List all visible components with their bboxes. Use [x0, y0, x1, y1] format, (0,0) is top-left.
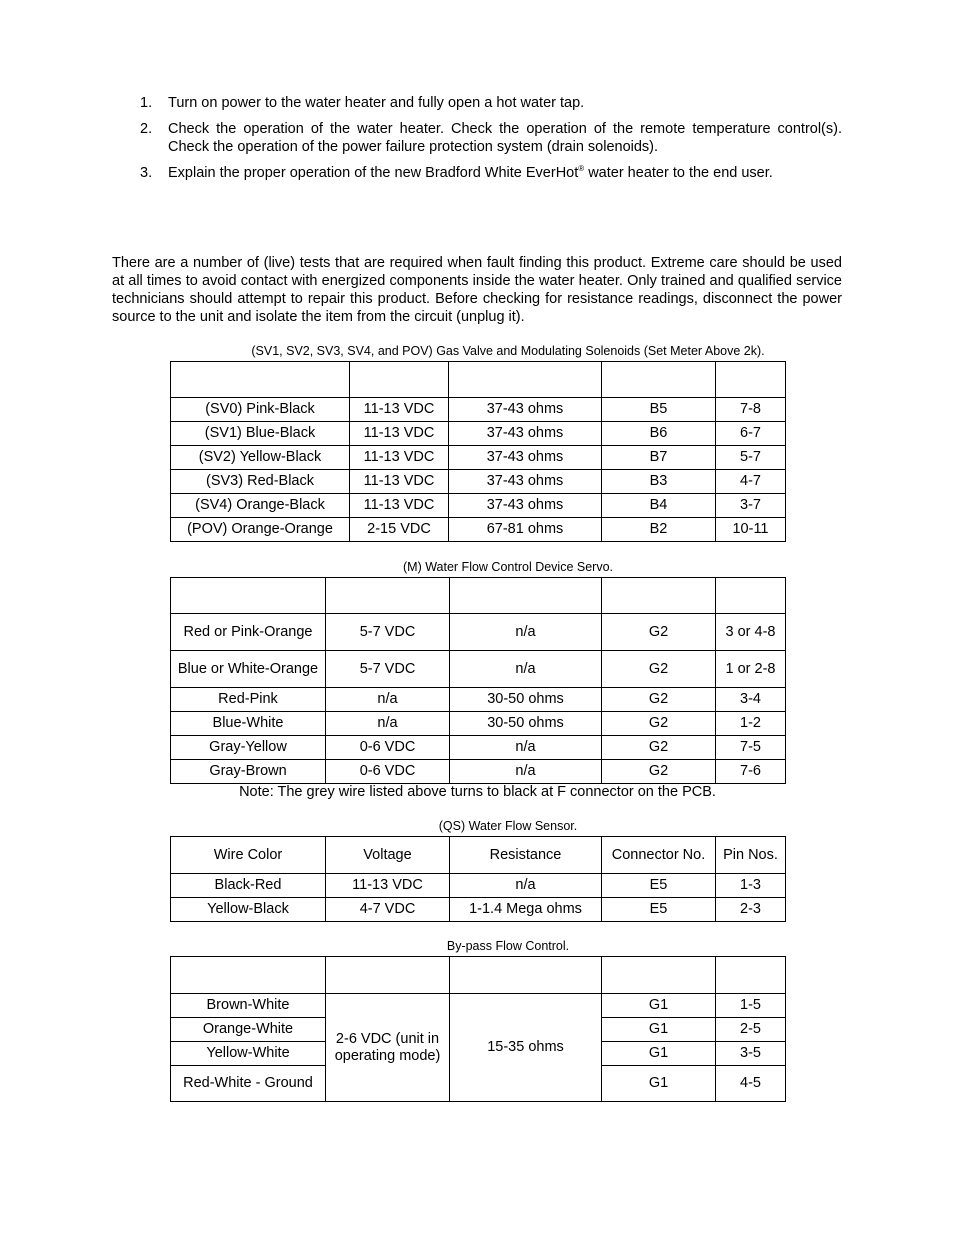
table-cell: Yellow-White [171, 1042, 326, 1066]
table3 [170, 836, 786, 922]
table-cell: B2 [602, 518, 716, 542]
table-cell: G2 [602, 614, 716, 651]
table-cell: 37-43 ohms [449, 470, 602, 494]
table-cell: Brown-White [171, 994, 326, 1018]
table4-caption: By-pass Flow Control. [446, 939, 570, 953]
step-item [112, 164, 842, 182]
table1-header-cell [350, 362, 449, 398]
table-cell: G1 [602, 1018, 716, 1042]
table-cell: (SV4) Orange-Black [171, 494, 350, 518]
table-cell: 2-5 [716, 1018, 786, 1042]
step-text: Check the operation of the water heater. Check the operation of the remote temperature control(s). Check the operation of the power failure protection system (drain solenoids). [168, 121, 842, 155]
table-cell: 37-43 ohms [449, 398, 602, 422]
merged-voltage-cell: 2-6 VDC (unit in operating mode) [326, 994, 450, 1102]
table-cell: n/a [450, 614, 602, 651]
table-cell: n/a [326, 688, 450, 712]
table-cell: 5-7 VDC [326, 651, 450, 688]
table-cell: 0-6 VDC [326, 760, 450, 784]
table-cell: G2 [602, 736, 716, 760]
table1-header-cell [449, 362, 602, 398]
table-row [171, 422, 786, 446]
table-row [171, 688, 786, 712]
table-cell: 37-43 ohms [449, 422, 602, 446]
table-cell: (SV0) Pink-Black [171, 398, 350, 422]
table4-header-cell [171, 957, 326, 994]
table-cell: 30-50 ohms [450, 688, 602, 712]
table2-header-row [171, 578, 786, 614]
table-cell: Blue or White-Orange [171, 651, 326, 688]
table-row [171, 614, 786, 651]
table-cell: Red-Pink [171, 688, 326, 712]
table-row [171, 470, 786, 494]
table2 [170, 577, 786, 784]
table4-header-cell [326, 957, 450, 994]
step-number: 1. [140, 95, 153, 111]
table-cell: Red or Pink-Orange [171, 614, 326, 651]
table-cell: 3 or 4-8 [716, 614, 786, 651]
table2-caption: (M) Water Flow Control Device Servo. [403, 560, 613, 574]
table-row [171, 760, 786, 784]
table1-header-cell [602, 362, 716, 398]
table-cell: 1-3 [716, 874, 786, 898]
table-row [171, 398, 786, 422]
table-cell: n/a [450, 874, 602, 898]
table-row [171, 898, 786, 922]
table-cell: G2 [602, 688, 716, 712]
table2-header-cell [326, 578, 450, 614]
table-cell: 11-13 VDC [350, 470, 449, 494]
table-cell: B5 [602, 398, 716, 422]
table-cell: (SV3) Red-Black [171, 470, 350, 494]
table-cell: B7 [602, 446, 716, 470]
table-cell: 30-50 ohms [450, 712, 602, 736]
table-cell: B3 [602, 470, 716, 494]
table2-header-cell [171, 578, 326, 614]
table-cell: (SV2) Yellow-Black [171, 446, 350, 470]
table-cell: 2-15 VDC [350, 518, 449, 542]
table-cell: Yellow-Black [171, 898, 326, 922]
step-item [112, 120, 842, 156]
registered-mark: ® [578, 164, 585, 173]
table-cell: Red-White - Ground [171, 1066, 326, 1102]
table-row [171, 494, 786, 518]
table-cell: 10-11 [716, 518, 786, 542]
table-row [171, 736, 786, 760]
table4-header-row [171, 957, 786, 994]
table-cell: 4-7 VDC [326, 898, 450, 922]
table-cell: 11-13 VDC [326, 874, 450, 898]
table-row [171, 446, 786, 470]
table-row [171, 518, 786, 542]
table4-header-cell [716, 957, 786, 994]
table1-caption: (SV1, SV2, SV3, SV4, and POV) Gas Valve and Modulating Solenoids (Set Meter Above 2k). [251, 344, 765, 358]
column-header-voltage: Voltage [326, 837, 450, 874]
table4 [170, 956, 786, 1102]
table-cell: (POV) Orange-Orange [171, 518, 350, 542]
table-cell: 4-7 [716, 470, 786, 494]
table-cell: 37-43 ohms [449, 446, 602, 470]
column-header-pins: Pin Nos. [716, 837, 786, 874]
table-cell: Blue-White [171, 712, 326, 736]
table-cell: n/a [326, 712, 450, 736]
step-item [112, 94, 842, 112]
table-cell: 1-5 [716, 994, 786, 1018]
table-cell: n/a [450, 651, 602, 688]
table-cell: G1 [602, 1042, 716, 1066]
step-text-tail: water heater to the end user. [584, 165, 773, 181]
table-cell: 6-7 [716, 422, 786, 446]
table-cell: 1-1.4 Mega ohms [450, 898, 602, 922]
table3-header-row [171, 837, 786, 874]
table-cell: 67-81 ohms [449, 518, 602, 542]
table-cell: (SV1) Blue-Black [171, 422, 350, 446]
step-text: Turn on power to the water heater and fully open a hot water tap. [168, 95, 585, 111]
table1-header-cell [171, 362, 350, 398]
table-row [171, 651, 786, 688]
table-cell: Black-Red [171, 874, 326, 898]
column-header-connector: Connector No. [602, 837, 716, 874]
table4-header-cell [602, 957, 716, 994]
merged-resistance-cell: 15-35 ohms [450, 994, 602, 1102]
table-row [171, 712, 786, 736]
table-cell: 7-8 [716, 398, 786, 422]
table2-header-cell [450, 578, 602, 614]
column-header-wire-color: Wire Color [171, 837, 326, 874]
table-cell: 11-13 VDC [350, 446, 449, 470]
table-cell: 37-43 ohms [449, 494, 602, 518]
table-cell: 1-2 [716, 712, 786, 736]
step-number: 2. [140, 121, 153, 137]
table-cell: 3-7 [716, 494, 786, 518]
table-cell: n/a [450, 736, 602, 760]
table-cell: 0-6 VDC [326, 736, 450, 760]
step-number: 3. [140, 165, 153, 181]
table-cell: 11-13 VDC [350, 494, 449, 518]
instruction-steps [112, 94, 842, 182]
table2-header-cell [716, 578, 786, 614]
table3-caption: (QS) Water Flow Sensor. [438, 819, 578, 833]
table-cell: 11-13 VDC [350, 422, 449, 446]
table-cell: G2 [602, 651, 716, 688]
table-cell: E5 [602, 898, 716, 922]
table-cell: E5 [602, 874, 716, 898]
table-cell: G1 [602, 994, 716, 1018]
table-cell: 3-4 [716, 688, 786, 712]
table2-note: Note: The grey wire listed above turns to black at F connector on the PCB. [239, 784, 716, 800]
table-cell: 7-5 [716, 736, 786, 760]
table-cell: Gray-Yellow [171, 736, 326, 760]
table-cell: G2 [602, 712, 716, 736]
table-cell: G1 [602, 1066, 716, 1102]
table-row [171, 874, 786, 898]
table-cell: G2 [602, 760, 716, 784]
table-row [171, 994, 786, 1018]
step-text: Explain the proper operation of the new Bradford White EverHot [168, 165, 579, 181]
table-cell: 1 or 2-8 [716, 651, 786, 688]
table-cell: B4 [602, 494, 716, 518]
intro-paragraph: There are a number of (live) tests that are required when fault finding this product. Extreme care should be used at all times to avoid contact with energized components inside the water heater. Only trained and qualified service technicians should attempt to repair this product. Before checking for resistance readings, disconnect the power source to the unit and isolate the item from the circuit (unplug it). [112, 255, 842, 325]
table-cell: n/a [450, 760, 602, 784]
table-cell: Gray-Brown [171, 760, 326, 784]
table2-header-cell [602, 578, 716, 614]
table-cell: B6 [602, 422, 716, 446]
table1-header-cell [716, 362, 786, 398]
table-cell: 3-5 [716, 1042, 786, 1066]
table1-header-row [171, 362, 786, 398]
table-cell: 2-3 [716, 898, 786, 922]
table-cell: 5-7 VDC [326, 614, 450, 651]
table-cell: 7-6 [716, 760, 786, 784]
column-header-resistance: Resistance [450, 837, 602, 874]
table4-header-cell [450, 957, 602, 994]
table-cell: 5-7 [716, 446, 786, 470]
table-cell: Orange-White [171, 1018, 326, 1042]
table-cell: 4-5 [716, 1066, 786, 1102]
table-cell: 11-13 VDC [350, 398, 449, 422]
table1 [170, 361, 786, 542]
